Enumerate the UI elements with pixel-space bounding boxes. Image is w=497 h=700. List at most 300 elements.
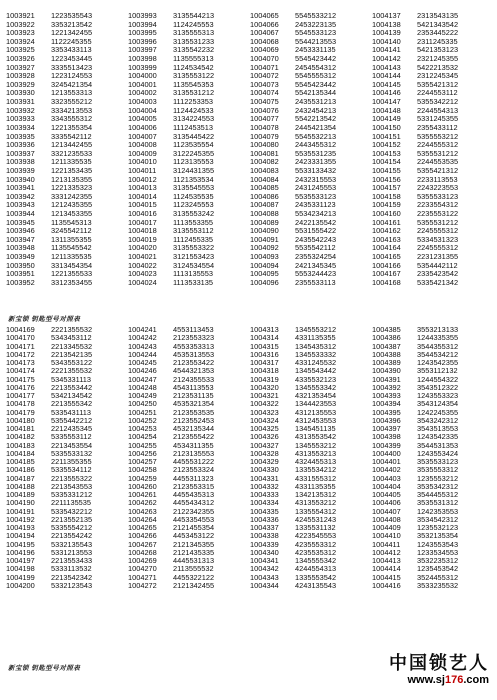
cut-value: 2335423542 (417, 270, 459, 279)
code-column (128, 12, 173, 288)
cut-value: 2123135553 (173, 449, 215, 458)
key-code: 1004399 (372, 441, 401, 450)
key-code: 1003922 (6, 20, 35, 29)
key-code: 1003942 (6, 192, 35, 201)
key-code: 1004337 (250, 524, 279, 532)
cut-value: 1243553424 (417, 449, 459, 458)
key-code: 1004159 (372, 201, 401, 210)
key-code: 1004394 (372, 400, 401, 409)
cut-value: 3532135354 (417, 532, 459, 541)
key-code: 1004342 (250, 565, 279, 574)
key-code: 1004251 (128, 408, 157, 417)
cut-value: 2421345345 (295, 261, 337, 270)
cut-value: 1244554322 (417, 375, 459, 384)
cut-value: 1243553543 (417, 540, 459, 549)
key-code: 1004143 (372, 63, 401, 72)
key-code: 1004091 (250, 235, 279, 244)
cut-value: 5533133432 (295, 166, 337, 175)
key-code: 1004088 (250, 210, 279, 219)
key-code: 1004163 (372, 235, 401, 244)
cut-value: 2245555312 (417, 244, 459, 253)
key-code: 1004248 (128, 383, 157, 392)
key-code: 1003943 (6, 201, 35, 210)
key-code: 1004007 (128, 132, 157, 141)
cut-value: 1212435355 (51, 201, 93, 210)
cut-value: 1221335323 (51, 184, 93, 193)
key-code: 1004022 (128, 261, 157, 270)
value-column (295, 12, 372, 288)
key-code: 1004414 (372, 565, 401, 574)
code-column (6, 326, 51, 590)
key-code: 1004322 (250, 400, 279, 409)
key-code: 1004067 (250, 29, 279, 38)
key-code: 1004323 (250, 408, 279, 417)
cut-value: 1124424533 (173, 106, 214, 115)
key-code: 1003938 (6, 158, 35, 167)
cut-value: 2122342355 (173, 507, 215, 516)
cut-value: 2422135542 (295, 218, 337, 227)
cut-value: 3535553312 (417, 466, 459, 475)
cut-value: 2211135535 (51, 499, 92, 508)
key-code: 1004200 (6, 581, 35, 590)
cut-value: 1122245355 (51, 37, 92, 46)
key-code: 1004013 (128, 184, 157, 193)
cut-value: 5335534112 (51, 466, 92, 475)
cut-value: 2123531135 (173, 392, 214, 400)
key-code: 1004408 (372, 515, 401, 524)
key-code: 1004172 (6, 350, 35, 359)
key-code: 1004000 (128, 72, 157, 81)
cut-value: 1311355355 (51, 235, 92, 244)
key-code: 1004343 (250, 573, 279, 582)
cut-value: 2435542243 (295, 235, 337, 244)
cut-value: 1335554312 (295, 507, 337, 516)
cut-value: 1121353534 (173, 175, 214, 184)
key-code: 1004181 (6, 425, 35, 433)
cut-value: 3535531312 (417, 499, 459, 508)
cut-value: 5335431113 (51, 408, 92, 417)
cut-value: 2213553433 (51, 557, 93, 565)
key-code: 1004182 (6, 433, 35, 442)
cut-value: 5545555312 (295, 72, 337, 81)
key-code: 1004268 (128, 548, 157, 557)
cut-value: 2121342455 (173, 581, 215, 590)
cut-value: 2423331355 (295, 158, 337, 167)
cut-value: 2213453554 (51, 441, 93, 450)
column-group-1 (6, 12, 128, 288)
cut-value: 1223453445 (51, 55, 93, 64)
cut-value: 3331242355 (51, 192, 93, 201)
key-code: 1004168 (372, 278, 401, 287)
column-group-3 (250, 326, 372, 590)
key-code: 1004009 (128, 149, 157, 158)
key-code: 1004174 (6, 367, 35, 376)
key-code: 1004141 (372, 46, 401, 55)
key-code: 1004407 (372, 507, 401, 516)
column-group-3 (250, 12, 372, 288)
cut-value: 5421353123 (417, 46, 459, 55)
cut-value: 2213543553 (51, 482, 93, 491)
cut-value: 3553112132 (417, 367, 458, 376)
key-code: 1004080 (250, 141, 279, 150)
key-code: 1004020 (128, 244, 157, 253)
key-code: 1004021 (128, 253, 157, 262)
key-code: 1004068 (250, 37, 279, 46)
column-group-1 (6, 326, 128, 590)
cut-value: 2213542135 (51, 350, 93, 359)
key-code: 1003934 (6, 123, 35, 132)
key-code: 1004406 (372, 499, 401, 508)
cut-value: 3134224553 (173, 115, 215, 124)
cut-value: 4455311323 (173, 474, 214, 483)
value-column (417, 326, 494, 590)
cut-value: 1345451135 (295, 425, 336, 433)
cut-value: 2123553315 (173, 482, 215, 491)
key-code: 1003952 (6, 278, 35, 287)
cut-value: 2213345532 (51, 342, 93, 351)
key-code: 1003998 (128, 55, 157, 64)
key-code: 1004142 (372, 55, 401, 64)
cut-value: 4544321353 (173, 367, 215, 376)
key-code: 1004167 (372, 270, 401, 279)
cut-value: 5355442212 (51, 416, 93, 425)
key-code: 1004256 (128, 449, 157, 458)
key-code: 1003937 (6, 149, 35, 158)
key-code: 1004160 (372, 210, 401, 219)
cut-value: 2453223135 (295, 20, 337, 29)
key-code: 1004096 (250, 278, 279, 287)
key-code: 1004249 (128, 392, 157, 400)
key-code: 1004065 (250, 12, 279, 20)
cut-value: 1123135553 (173, 158, 214, 167)
key-code: 1004187 (6, 474, 35, 483)
cut-value: 3353433113 (51, 46, 92, 55)
cut-value: 2453331135 (295, 46, 336, 55)
key-code: 1004149 (372, 115, 401, 124)
key-code: 1004389 (372, 359, 401, 367)
key-code: 1004334 (250, 499, 279, 508)
cut-value: 1243553323 (417, 392, 459, 400)
cut-value: 1135545353 (173, 80, 214, 89)
key-code: 1004333 (250, 491, 279, 499)
key-code: 1004078 (250, 123, 279, 132)
cut-value: 2313543135 (417, 12, 459, 20)
cut-value: 1123535554 (173, 141, 214, 150)
cut-value: 5545533123 (295, 29, 337, 38)
key-code: 1004019 (128, 235, 157, 244)
cut-value: 2123555422 (173, 433, 215, 442)
cut-value: 1223124553 (51, 72, 93, 81)
cut-value: 2431245553 (295, 184, 337, 193)
cut-value: 2353445222 (417, 29, 459, 38)
cut-value: 2454554312 (295, 63, 337, 72)
cut-value: 2312245345 (417, 72, 459, 81)
key-code: 1003929 (6, 80, 35, 89)
cut-value: 3135553322 (173, 244, 215, 253)
key-code: 1004012 (128, 175, 157, 184)
key-code: 1003945 (6, 218, 35, 227)
cut-value: 2123553422 (173, 359, 215, 367)
key-code: 1004018 (128, 227, 157, 236)
cut-value: 4553113453 (173, 326, 214, 334)
key-code: 1004402 (372, 466, 401, 475)
cut-value: 2124355533 (173, 375, 215, 384)
cut-value: 3534542312 (417, 515, 459, 524)
cut-value: 2113555532 (173, 565, 214, 574)
cut-value: 2435331123 (295, 201, 336, 210)
cut-value: 4245531243 (295, 515, 337, 524)
cut-value: 3135531233 (173, 37, 215, 46)
cut-value: 2123553323 (173, 334, 215, 343)
cut-value: 5335432212 (51, 507, 93, 516)
key-code: 1004073 (250, 80, 279, 89)
key-code: 1004154 (372, 158, 401, 167)
cut-value: 1124534542 (173, 63, 214, 72)
key-code: 1004023 (128, 270, 157, 279)
key-code: 1004090 (250, 227, 279, 236)
cut-value: 5345331113 (51, 375, 92, 384)
key-code: 1004198 (6, 565, 35, 574)
logo-url-suffix: .com (463, 674, 489, 686)
cut-value: 4313553542 (295, 433, 337, 442)
cut-value: 5355533123 (417, 192, 459, 201)
value-column (173, 12, 250, 288)
cut-value: 1213442455 (51, 141, 93, 150)
cut-value: 2121455354 (173, 524, 215, 532)
key-code: 1004179 (6, 408, 35, 417)
cut-value: 1223535543 (51, 12, 93, 20)
key-code: 1003931 (6, 98, 35, 107)
cut-value: 3245421354 (51, 80, 93, 89)
cut-value: 4321353454 (295, 392, 337, 400)
key-code: 1004189 (6, 491, 35, 499)
cut-value: 4331555312 (295, 474, 337, 483)
key-code: 1004401 (372, 458, 401, 466)
cut-value: 5354442112 (417, 261, 458, 270)
value-column (417, 12, 494, 288)
cut-value: 3543513553 (417, 425, 459, 433)
cut-value: 3122245355 (173, 149, 215, 158)
key-code: 1004267 (128, 540, 157, 549)
cut-value: 1211335535 (51, 158, 92, 167)
key-code: 1004180 (6, 416, 35, 425)
cut-value: 2213555322 (51, 474, 93, 483)
cut-value: 5342134542 (51, 392, 93, 400)
cut-value: 5355421312 (417, 166, 459, 175)
cut-value: 4455322122 (173, 573, 215, 582)
key-code: 1004076 (250, 106, 279, 115)
key-code: 1004070 (250, 55, 279, 64)
key-code: 1003932 (6, 106, 35, 115)
cut-value: 5544213553 (295, 37, 337, 46)
key-code: 1003936 (6, 141, 35, 150)
cut-value: 3321235533 (51, 149, 93, 158)
key-code: 1004153 (372, 149, 401, 158)
key-code: 1004272 (128, 581, 157, 590)
cut-value: 2121345355 (173, 540, 215, 549)
key-code: 1004186 (6, 466, 35, 475)
code-column (6, 12, 51, 288)
key-code: 1003951 (6, 270, 35, 279)
cut-value: 1345553212 (295, 441, 337, 450)
key-code: 1004260 (128, 482, 157, 491)
key-code: 1004188 (6, 482, 35, 491)
cut-value: 3532235312 (417, 557, 459, 565)
key-code: 1004315 (250, 342, 279, 351)
key-code: 1004140 (372, 37, 401, 46)
code-column (250, 12, 295, 288)
key-code: 1003933 (6, 115, 35, 124)
key-code: 1004404 (372, 482, 401, 491)
key-code: 1003946 (6, 227, 35, 236)
key-code: 1003994 (128, 20, 157, 29)
cut-value: 5422213532 (417, 63, 459, 72)
cut-value: 3543242312 (417, 416, 459, 425)
key-code: 1004017 (128, 218, 157, 227)
key-code: 1004321 (250, 392, 279, 400)
key-code: 1004386 (372, 334, 401, 343)
cut-value: 2231231355 (417, 253, 459, 262)
key-code: 1004313 (250, 326, 279, 334)
key-code: 1004005 (128, 115, 157, 124)
cut-value: 3135531212 (173, 89, 215, 98)
key-code: 1004191 (6, 507, 35, 516)
key-code: 1003993 (128, 12, 157, 20)
key-code: 1004241 (128, 326, 157, 334)
cut-value: 3335542112 (51, 132, 92, 141)
cut-value: 2123553324 (173, 466, 215, 475)
key-code: 1004252 (128, 416, 157, 425)
cut-value: 5534234213 (295, 210, 337, 219)
key-code: 1004095 (250, 270, 279, 279)
key-code: 1004242 (128, 334, 157, 343)
key-code: 1003927 (6, 63, 35, 72)
key-code: 1004015 (128, 201, 157, 210)
key-code: 1004344 (250, 581, 279, 590)
key-code: 1004413 (372, 557, 401, 565)
cut-value: 2213542342 (51, 573, 93, 582)
cut-value: 2123553535 (173, 408, 215, 417)
key-code: 1004324 (250, 416, 279, 425)
key-code: 1004243 (128, 342, 157, 351)
key-code: 1004173 (6, 359, 35, 367)
cut-value: 3135545553 (173, 184, 215, 193)
cut-value: 4313553212 (295, 499, 337, 508)
key-code: 1004264 (128, 515, 157, 524)
key-code: 1004319 (250, 375, 279, 384)
key-code: 1004270 (128, 565, 157, 574)
key-code: 1004263 (128, 507, 157, 516)
key-code: 1004157 (372, 184, 401, 193)
cut-value: 1235553212 (417, 474, 459, 483)
key-code: 1004156 (372, 175, 401, 184)
key-code: 1004148 (372, 106, 401, 115)
cut-value: 1124245553 (173, 20, 214, 29)
key-code: 1004075 (250, 98, 279, 107)
key-code: 1004320 (250, 383, 279, 392)
cut-value: 1342135312 (295, 491, 337, 499)
cut-value: 5355531212 (417, 149, 459, 158)
key-code: 1004074 (250, 89, 279, 98)
cut-value: 1235532123 (417, 524, 459, 532)
cut-value: 5553244423 (295, 270, 337, 279)
key-code: 1004094 (250, 261, 279, 270)
column-group-4 (372, 12, 494, 288)
cut-value: 5535542112 (295, 244, 336, 253)
key-code: 1004261 (128, 491, 157, 499)
cut-value: 2233554312 (417, 201, 459, 210)
cut-value: 1345553212 (295, 326, 337, 334)
cut-value: 5335533132 (51, 449, 93, 458)
cut-value: 3312353455 (51, 278, 93, 287)
cut-value: 1335553542 (295, 573, 337, 582)
key-code: 1004195 (6, 540, 35, 549)
key-code: 1004335 (250, 507, 279, 516)
key-code: 1004258 (128, 466, 157, 475)
key-code: 1004004 (128, 106, 157, 115)
key-code: 1004077 (250, 115, 279, 124)
key-code: 1004330 (250, 466, 279, 475)
key-code: 1004082 (250, 158, 279, 167)
cut-value: 5332135543 (51, 540, 93, 549)
key-code: 1004332 (250, 482, 279, 491)
cut-value: 3323555212 (51, 98, 93, 107)
cut-value: 1345533332 (295, 350, 337, 359)
cut-value: 3135553242 (173, 210, 215, 219)
cut-value: 3544355312 (417, 342, 459, 351)
key-code: 1004328 (250, 449, 279, 458)
key-code: 1004197 (6, 557, 35, 565)
key-code: 1004016 (128, 210, 157, 219)
cut-value: 3544455312 (417, 491, 459, 499)
key-code: 1003928 (6, 72, 35, 81)
cut-value: 4331245532 (295, 359, 337, 367)
cut-value: 3135553122 (173, 72, 215, 81)
cut-value: 4331135355 (295, 334, 336, 343)
key-code: 1004341 (250, 557, 279, 565)
key-code: 1004397 (372, 425, 401, 433)
key-code: 1004398 (372, 433, 401, 442)
cut-value: 3535533123 (417, 458, 459, 466)
cut-value: 5335553112 (51, 433, 92, 442)
cut-value: 5332123543 (51, 581, 93, 590)
cut-value: 1335534212 (295, 466, 337, 475)
key-code: 1004340 (250, 548, 279, 557)
cut-value: 5545423442 (295, 80, 337, 89)
cut-value: 5535533123 (295, 192, 337, 201)
cut-value: 5355531212 (417, 218, 459, 227)
cut-value: 1243542355 (417, 359, 459, 367)
cut-value: 5355421312 (417, 80, 459, 89)
value-column (51, 12, 128, 288)
key-code: 1004393 (372, 392, 401, 400)
cut-value: 4335532123 (295, 375, 337, 384)
key-code: 1004158 (372, 192, 401, 201)
cut-value: 5355553212 (417, 132, 459, 141)
cut-value: 4455531222 (173, 458, 215, 466)
cut-value: 2432454213 (295, 106, 337, 115)
cut-value: 3543124354 (417, 400, 459, 409)
cut-value: 2445421354 (295, 123, 337, 132)
key-code: 1004331 (250, 474, 279, 483)
key-code: 1004194 (6, 532, 35, 541)
cut-value: 4445531313 (173, 557, 215, 565)
cut-value: 2221355532 (51, 326, 93, 334)
key-code: 1004196 (6, 548, 35, 557)
key-code: 1004271 (128, 573, 157, 582)
key-code: 1004006 (128, 123, 157, 132)
code-column (128, 326, 173, 590)
